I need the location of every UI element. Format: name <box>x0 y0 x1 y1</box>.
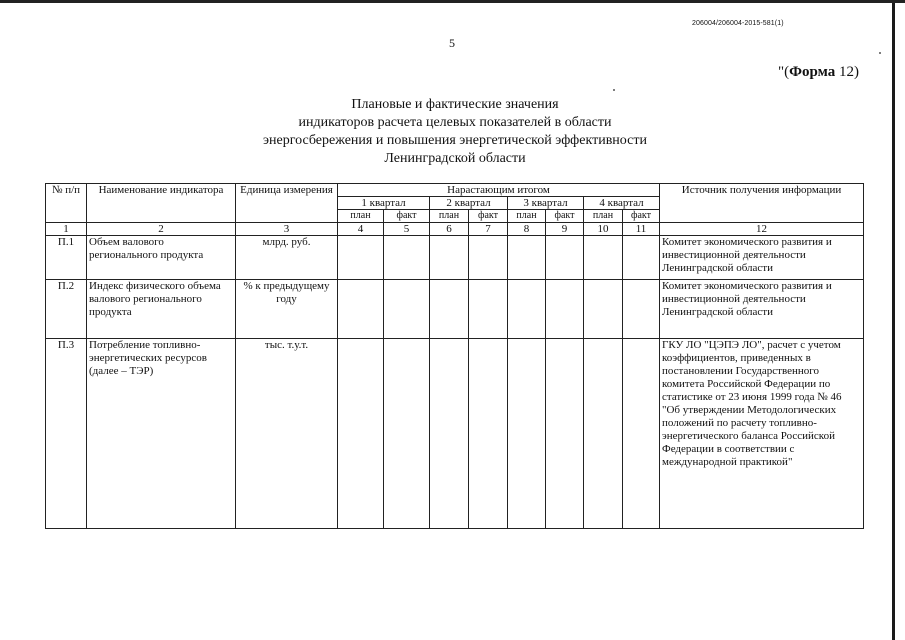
header-plan: план <box>430 210 469 223</box>
column-number: 10 <box>584 223 623 236</box>
row-indicator-name: Потребление топливно-энергетических ресурсов (далее – ТЭР) <box>87 339 236 529</box>
row-q3-fact <box>546 339 584 529</box>
header-fact: факт <box>384 210 430 223</box>
column-number: 11 <box>623 223 660 236</box>
column-number: 3 <box>236 223 338 236</box>
column-number: 12 <box>660 223 864 236</box>
header-num: № п/п <box>46 184 87 223</box>
form-label-suffix: 12) <box>835 64 859 80</box>
header-cumulative: Нарастающим итогом <box>338 184 660 197</box>
row-unit: тыс. т.у.т. <box>236 339 338 529</box>
scan-speck <box>879 52 881 54</box>
row-q3-plan <box>508 339 546 529</box>
row-num: П.3 <box>46 339 87 529</box>
row-q3-plan <box>508 236 546 280</box>
row-q1-fact <box>384 280 430 339</box>
row-q3-plan <box>508 280 546 339</box>
column-number: 8 <box>508 223 546 236</box>
row-q4-plan <box>584 280 623 339</box>
scan-border-top <box>0 0 905 3</box>
row-q3-fact <box>546 280 584 339</box>
row-q4-plan <box>584 339 623 529</box>
row-indicator-name: Объем валового регионального продукта <box>87 236 236 280</box>
column-number: 6 <box>430 223 469 236</box>
row-q1-plan <box>338 339 384 529</box>
form-label <box>778 64 859 81</box>
form-label-word: Форма <box>789 64 836 80</box>
indicators-table <box>45 183 864 529</box>
row-q2-plan <box>430 236 469 280</box>
row-source: Комитет экономического развития и инвестиционной деятельности Ленинградской области <box>660 236 864 280</box>
row-q1-fact <box>384 236 430 280</box>
header-quarter-2: 2 квартал <box>430 197 508 210</box>
header-fact: факт <box>469 210 508 223</box>
row-unit: млрд. руб. <box>236 236 338 280</box>
title-line: энергосбережения и повышения энергетической эффективности <box>263 133 647 148</box>
row-source: ГКУ ЛО "ЦЭПЭ ЛО", расчет с учетом коэффициентов, приведенных в постановлении Государственного комитета Российской Федерации по статистике от 23 июня 1999 года № 46 "Об утверждении Методологических положений по расчету топливно-энергетического баланса Российской Федерации в соответствии с международной практикой" <box>660 339 864 529</box>
row-q1-plan <box>338 280 384 339</box>
row-unit: % к предыдущему году <box>236 280 338 339</box>
row-q2-plan <box>430 280 469 339</box>
scan-speck <box>613 89 615 91</box>
header-plan: план <box>508 210 546 223</box>
header-fact: факт <box>623 210 660 223</box>
row-q2-fact <box>469 339 508 529</box>
row-q3-fact <box>546 236 584 280</box>
scan-border-right <box>892 3 895 640</box>
row-source: Комитет экономического развития и инвестиционной деятельности Ленинградской области <box>660 280 864 339</box>
row-num: П.2 <box>46 280 87 339</box>
header-unit: Единица измерения <box>236 184 338 223</box>
row-q4-fact <box>623 236 660 280</box>
title-line: индикаторов расчета целевых показателей в области <box>298 115 612 130</box>
row-q4-plan <box>584 236 623 280</box>
row-q1-plan <box>338 236 384 280</box>
column-number: 7 <box>469 223 508 236</box>
row-q2-fact <box>469 280 508 339</box>
row-q4-fact <box>623 280 660 339</box>
row-indicator-name: Индекс физического объема валового регионального продукта <box>87 280 236 339</box>
column-number: 5 <box>384 223 430 236</box>
page-number: 5 <box>449 36 455 50</box>
header-quarter-3: 3 квартал <box>508 197 584 210</box>
row-q2-fact <box>469 236 508 280</box>
header-indicator-name: Наименование индикатора <box>87 184 236 223</box>
header-plan: план <box>584 210 623 223</box>
column-number: 1 <box>46 223 87 236</box>
title-line: Плановые и фактические значения <box>351 97 559 112</box>
header-plan: план <box>338 210 384 223</box>
header-quarter-4: 4 квартал <box>584 197 660 210</box>
header-source: Источник получения информации <box>660 184 864 223</box>
table-row <box>46 339 864 529</box>
column-number: 2 <box>87 223 236 236</box>
table-row <box>46 236 864 280</box>
header-fact: факт <box>546 210 584 223</box>
row-q4-fact <box>623 339 660 529</box>
document-title <box>230 96 680 168</box>
document-id: 206004/206004-2015-581(1) <box>692 20 784 27</box>
table-row <box>46 280 864 339</box>
row-q1-fact <box>384 339 430 529</box>
header-quarter-1: 1 квартал <box>338 197 430 210</box>
row-num: П.1 <box>46 236 87 280</box>
column-number: 4 <box>338 223 384 236</box>
row-q2-plan <box>430 339 469 529</box>
column-number: 9 <box>546 223 584 236</box>
form-label-prefix: "( <box>778 64 790 80</box>
title-line: Ленинградской области <box>384 151 526 166</box>
